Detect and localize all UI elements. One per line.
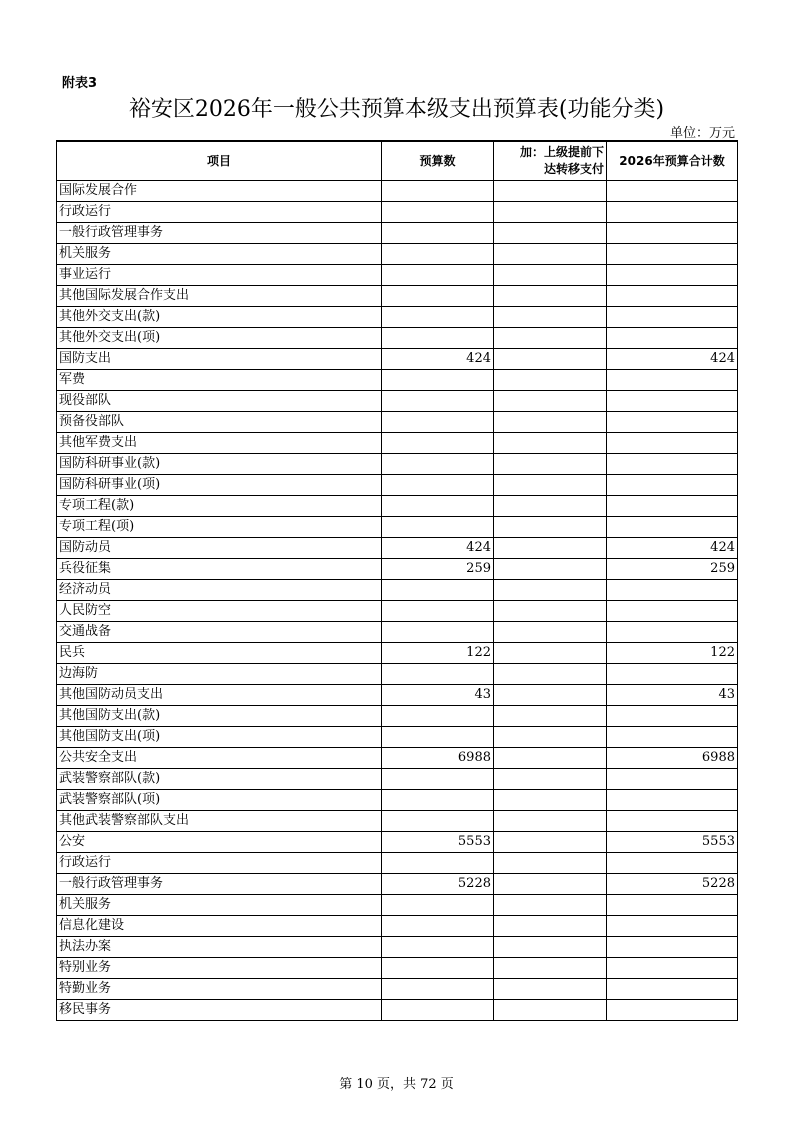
table-row	[57, 475, 738, 496]
row-transfer	[494, 811, 607, 832]
row-label: 事业运行	[57, 265, 382, 286]
row-label: 机关服务	[57, 895, 382, 916]
table-row	[57, 244, 738, 265]
table-row	[57, 685, 738, 706]
row-budget: 424	[382, 538, 494, 559]
row-label: 现役部队	[57, 391, 382, 412]
row-budget	[382, 286, 494, 307]
row-total	[607, 769, 738, 790]
row-transfer	[494, 979, 607, 1000]
table-row	[57, 559, 738, 580]
row-transfer	[494, 916, 607, 937]
row-total: 259	[607, 559, 738, 580]
row-label: 其他军费支出	[57, 433, 382, 454]
row-transfer	[494, 538, 607, 559]
row-label: 特别业务	[57, 958, 382, 979]
row-budget	[382, 937, 494, 958]
table-row	[57, 580, 738, 601]
table-row	[57, 517, 738, 538]
row-total	[607, 727, 738, 748]
row-total: 424	[607, 538, 738, 559]
row-budget	[382, 223, 494, 244]
row-label: 军费	[57, 370, 382, 391]
table-row	[57, 265, 738, 286]
table-row	[57, 412, 738, 433]
attachment-label: 附表3	[62, 76, 98, 91]
table-row	[57, 916, 738, 937]
row-budget	[382, 244, 494, 265]
table-row	[57, 307, 738, 328]
row-total	[607, 412, 738, 433]
row-budget	[382, 895, 494, 916]
row-budget	[382, 958, 494, 979]
row-budget	[382, 1000, 494, 1021]
unit-label: 单位：万元	[669, 126, 735, 141]
row-total	[607, 664, 738, 685]
row-label: 执法办案	[57, 937, 382, 958]
row-transfer	[494, 265, 607, 286]
row-label: 国防动员	[57, 538, 382, 559]
row-budget	[382, 328, 494, 349]
row-budget	[382, 916, 494, 937]
row-total	[607, 286, 738, 307]
row-budget: 43	[382, 685, 494, 706]
row-transfer	[494, 685, 607, 706]
row-budget	[382, 727, 494, 748]
row-label: 交通战备	[57, 622, 382, 643]
row-total: 122	[607, 643, 738, 664]
table-row	[57, 454, 738, 475]
table-row	[57, 286, 738, 307]
column-header-item: 项目	[57, 141, 382, 181]
row-transfer	[494, 202, 607, 223]
column-header-total: 2026年预算合计数	[607, 141, 738, 181]
row-total	[607, 307, 738, 328]
row-transfer	[494, 475, 607, 496]
row-budget	[382, 412, 494, 433]
table-row	[57, 622, 738, 643]
row-total	[607, 454, 738, 475]
row-transfer	[494, 790, 607, 811]
row-transfer	[494, 664, 607, 685]
row-budget	[382, 454, 494, 475]
row-budget	[382, 706, 494, 727]
row-budget	[382, 433, 494, 454]
budget-table	[56, 140, 738, 1021]
row-budget: 259	[382, 559, 494, 580]
table-row	[57, 958, 738, 979]
table-row	[57, 811, 738, 832]
row-transfer	[494, 454, 607, 475]
row-total	[607, 622, 738, 643]
row-total	[607, 811, 738, 832]
table-row	[57, 496, 738, 517]
row-transfer	[494, 958, 607, 979]
table-row	[57, 853, 738, 874]
row-transfer	[494, 748, 607, 769]
page-title: 裕安区2026年一般公共预算本级支出预算表(功能分类)	[128, 97, 665, 122]
row-total	[607, 790, 738, 811]
row-transfer	[494, 769, 607, 790]
row-budget	[382, 979, 494, 1000]
row-total	[607, 265, 738, 286]
row-total	[607, 580, 738, 601]
row-total: 5553	[607, 832, 738, 853]
row-label: 其他武装警察部队支出	[57, 811, 382, 832]
row-budget: 5553	[382, 832, 494, 853]
row-transfer	[494, 223, 607, 244]
table-row	[57, 769, 738, 790]
table-row	[57, 181, 738, 202]
table-row	[57, 601, 738, 622]
row-transfer	[494, 370, 607, 391]
row-transfer	[494, 433, 607, 454]
row-label: 其他国防支出(项)	[57, 727, 382, 748]
row-transfer	[494, 559, 607, 580]
row-budget: 5228	[382, 874, 494, 895]
row-transfer	[494, 622, 607, 643]
table-row	[57, 223, 738, 244]
row-budget	[382, 853, 494, 874]
table-row	[57, 748, 738, 769]
row-label: 国防支出	[57, 349, 382, 370]
column-header-transfer	[494, 141, 607, 181]
table-row	[57, 727, 738, 748]
row-budget	[382, 370, 494, 391]
row-budget	[382, 664, 494, 685]
row-total	[607, 853, 738, 874]
row-budget	[382, 769, 494, 790]
row-label: 边海防	[57, 664, 382, 685]
row-transfer	[494, 853, 607, 874]
table-row	[57, 979, 738, 1000]
row-transfer	[494, 412, 607, 433]
row-transfer	[494, 580, 607, 601]
row-total	[607, 496, 738, 517]
row-total	[607, 223, 738, 244]
row-total	[607, 202, 738, 223]
row-total: 424	[607, 349, 738, 370]
row-label: 武装警察部队(项)	[57, 790, 382, 811]
row-total	[607, 601, 738, 622]
table-row	[57, 937, 738, 958]
row-total	[607, 181, 738, 202]
row-budget	[382, 307, 494, 328]
row-total	[607, 916, 738, 937]
row-budget	[382, 622, 494, 643]
row-budget	[382, 601, 494, 622]
row-total: 5228	[607, 874, 738, 895]
row-label: 武装警察部队(款)	[57, 769, 382, 790]
row-total	[607, 328, 738, 349]
column-header-transfer-line1: 加：上级提前下	[519, 145, 604, 159]
table-row	[57, 832, 738, 853]
row-transfer	[494, 895, 607, 916]
row-transfer	[494, 349, 607, 370]
row-transfer	[494, 517, 607, 538]
row-label: 国际发展合作	[57, 181, 382, 202]
table-row	[57, 202, 738, 223]
table-row	[57, 391, 738, 412]
row-label: 信息化建设	[57, 916, 382, 937]
row-label: 专项工程(款)	[57, 496, 382, 517]
table-row	[57, 1000, 738, 1021]
row-transfer	[494, 727, 607, 748]
row-budget	[382, 265, 494, 286]
row-budget	[382, 580, 494, 601]
row-budget	[382, 811, 494, 832]
row-transfer	[494, 1000, 607, 1021]
table-row	[57, 349, 738, 370]
row-total	[607, 370, 738, 391]
row-label: 经济动员	[57, 580, 382, 601]
row-label: 其他国防动员支出	[57, 685, 382, 706]
row-total	[607, 979, 738, 1000]
table-row	[57, 538, 738, 559]
row-budget	[382, 202, 494, 223]
row-label: 其他外交支出(款)	[57, 307, 382, 328]
row-transfer	[494, 307, 607, 328]
table-row	[57, 370, 738, 391]
column-header-budget: 预算数	[382, 141, 494, 181]
row-label: 民兵	[57, 643, 382, 664]
row-total	[607, 706, 738, 727]
row-transfer	[494, 937, 607, 958]
row-transfer	[494, 832, 607, 853]
row-label: 其他国防支出(款)	[57, 706, 382, 727]
row-label: 公共安全支出	[57, 748, 382, 769]
row-total: 43	[607, 685, 738, 706]
table-body	[57, 181, 738, 1021]
table-row	[57, 328, 738, 349]
row-label: 预备役部队	[57, 412, 382, 433]
row-transfer	[494, 328, 607, 349]
row-budget	[382, 475, 494, 496]
table-row	[57, 643, 738, 664]
row-budget: 122	[382, 643, 494, 664]
row-budget	[382, 391, 494, 412]
row-transfer	[494, 706, 607, 727]
row-transfer	[494, 244, 607, 265]
row-total	[607, 937, 738, 958]
row-label: 机关服务	[57, 244, 382, 265]
row-transfer	[494, 496, 607, 517]
row-budget: 6988	[382, 748, 494, 769]
row-label: 一般行政管理事务	[57, 223, 382, 244]
row-label: 人民防空	[57, 601, 382, 622]
row-total	[607, 433, 738, 454]
row-total	[607, 895, 738, 916]
row-label: 行政运行	[57, 202, 382, 223]
row-transfer	[494, 181, 607, 202]
table-row	[57, 790, 738, 811]
row-budget: 424	[382, 349, 494, 370]
table-row	[57, 895, 738, 916]
row-total	[607, 391, 738, 412]
column-header-transfer-line2: 达转移支付	[543, 162, 604, 176]
row-budget	[382, 517, 494, 538]
row-transfer	[494, 601, 607, 622]
row-label: 一般行政管理事务	[57, 874, 382, 895]
row-label: 兵役征集	[57, 559, 382, 580]
row-label: 特勤业务	[57, 979, 382, 1000]
row-label: 移民事务	[57, 1000, 382, 1021]
row-total	[607, 1000, 738, 1021]
row-budget	[382, 496, 494, 517]
row-label: 公安	[57, 832, 382, 853]
table-row	[57, 664, 738, 685]
row-total	[607, 517, 738, 538]
row-label: 国防科研事业(项)	[57, 475, 382, 496]
page-footer: 第 10 页，共 72 页	[339, 1077, 454, 1092]
row-total	[607, 244, 738, 265]
row-transfer	[494, 391, 607, 412]
row-label: 国防科研事业(款)	[57, 454, 382, 475]
table-header-row	[57, 141, 738, 181]
row-transfer	[494, 643, 607, 664]
row-total: 6988	[607, 748, 738, 769]
row-transfer	[494, 286, 607, 307]
row-total	[607, 958, 738, 979]
table-row	[57, 874, 738, 895]
row-total	[607, 475, 738, 496]
row-label: 其他外交支出(项)	[57, 328, 382, 349]
table-row	[57, 706, 738, 727]
table-row	[57, 433, 738, 454]
row-label: 行政运行	[57, 853, 382, 874]
row-transfer	[494, 874, 607, 895]
row-label: 专项工程(项)	[57, 517, 382, 538]
row-budget	[382, 790, 494, 811]
row-label: 其他国际发展合作支出	[57, 286, 382, 307]
row-budget	[382, 181, 494, 202]
